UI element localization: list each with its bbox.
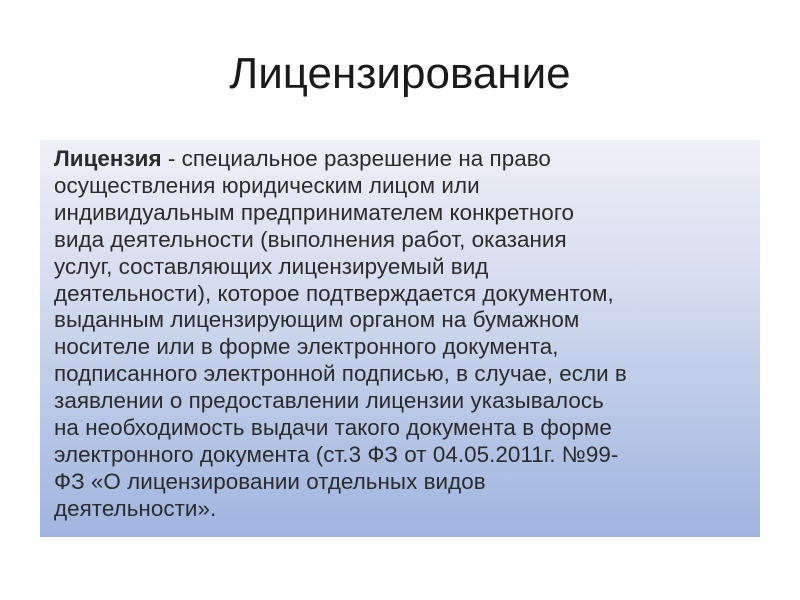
definition-line: электронного документа (ст.3 ФЗ от 04.05.2011г. №99-	[54, 441, 619, 467]
definition-line: услуг, составляющих лицензируемый вид	[54, 253, 489, 279]
definition-line: носителе или в форме электронного документа,	[54, 334, 559, 360]
definition-line-text: - специальное разрешение на право	[161, 146, 551, 171]
definition-line: индивидуальным предпринимателем конкретного	[54, 199, 575, 225]
definition-line: осуществления юридическим лицом или	[54, 172, 480, 198]
definition-line: заявлении о предоставлении лицензии указывалось	[54, 388, 604, 414]
definition-line	[54, 146, 746, 173]
definition-line: вида деятельности (выполнения работ, оказания	[54, 226, 567, 252]
definition-box	[40, 140, 760, 537]
definition-line: подписанного электронной подписью, в случае, если в	[54, 361, 627, 387]
definition-line: деятельности), которое подтверждается документом,	[54, 280, 614, 306]
definition-line: ФЗ «О лицензировании отдельных видов	[54, 468, 486, 494]
definition-text	[54, 146, 746, 523]
slide-title: Лицензирование	[229, 49, 571, 98]
definition-line: деятельности».	[54, 495, 217, 521]
definition-line: выданным лицензирующим органом на бумажном	[54, 307, 580, 333]
definition-line: на необходимость выдачи такого документа в форме	[54, 415, 612, 441]
defined-term: Лицензия	[54, 146, 162, 171]
